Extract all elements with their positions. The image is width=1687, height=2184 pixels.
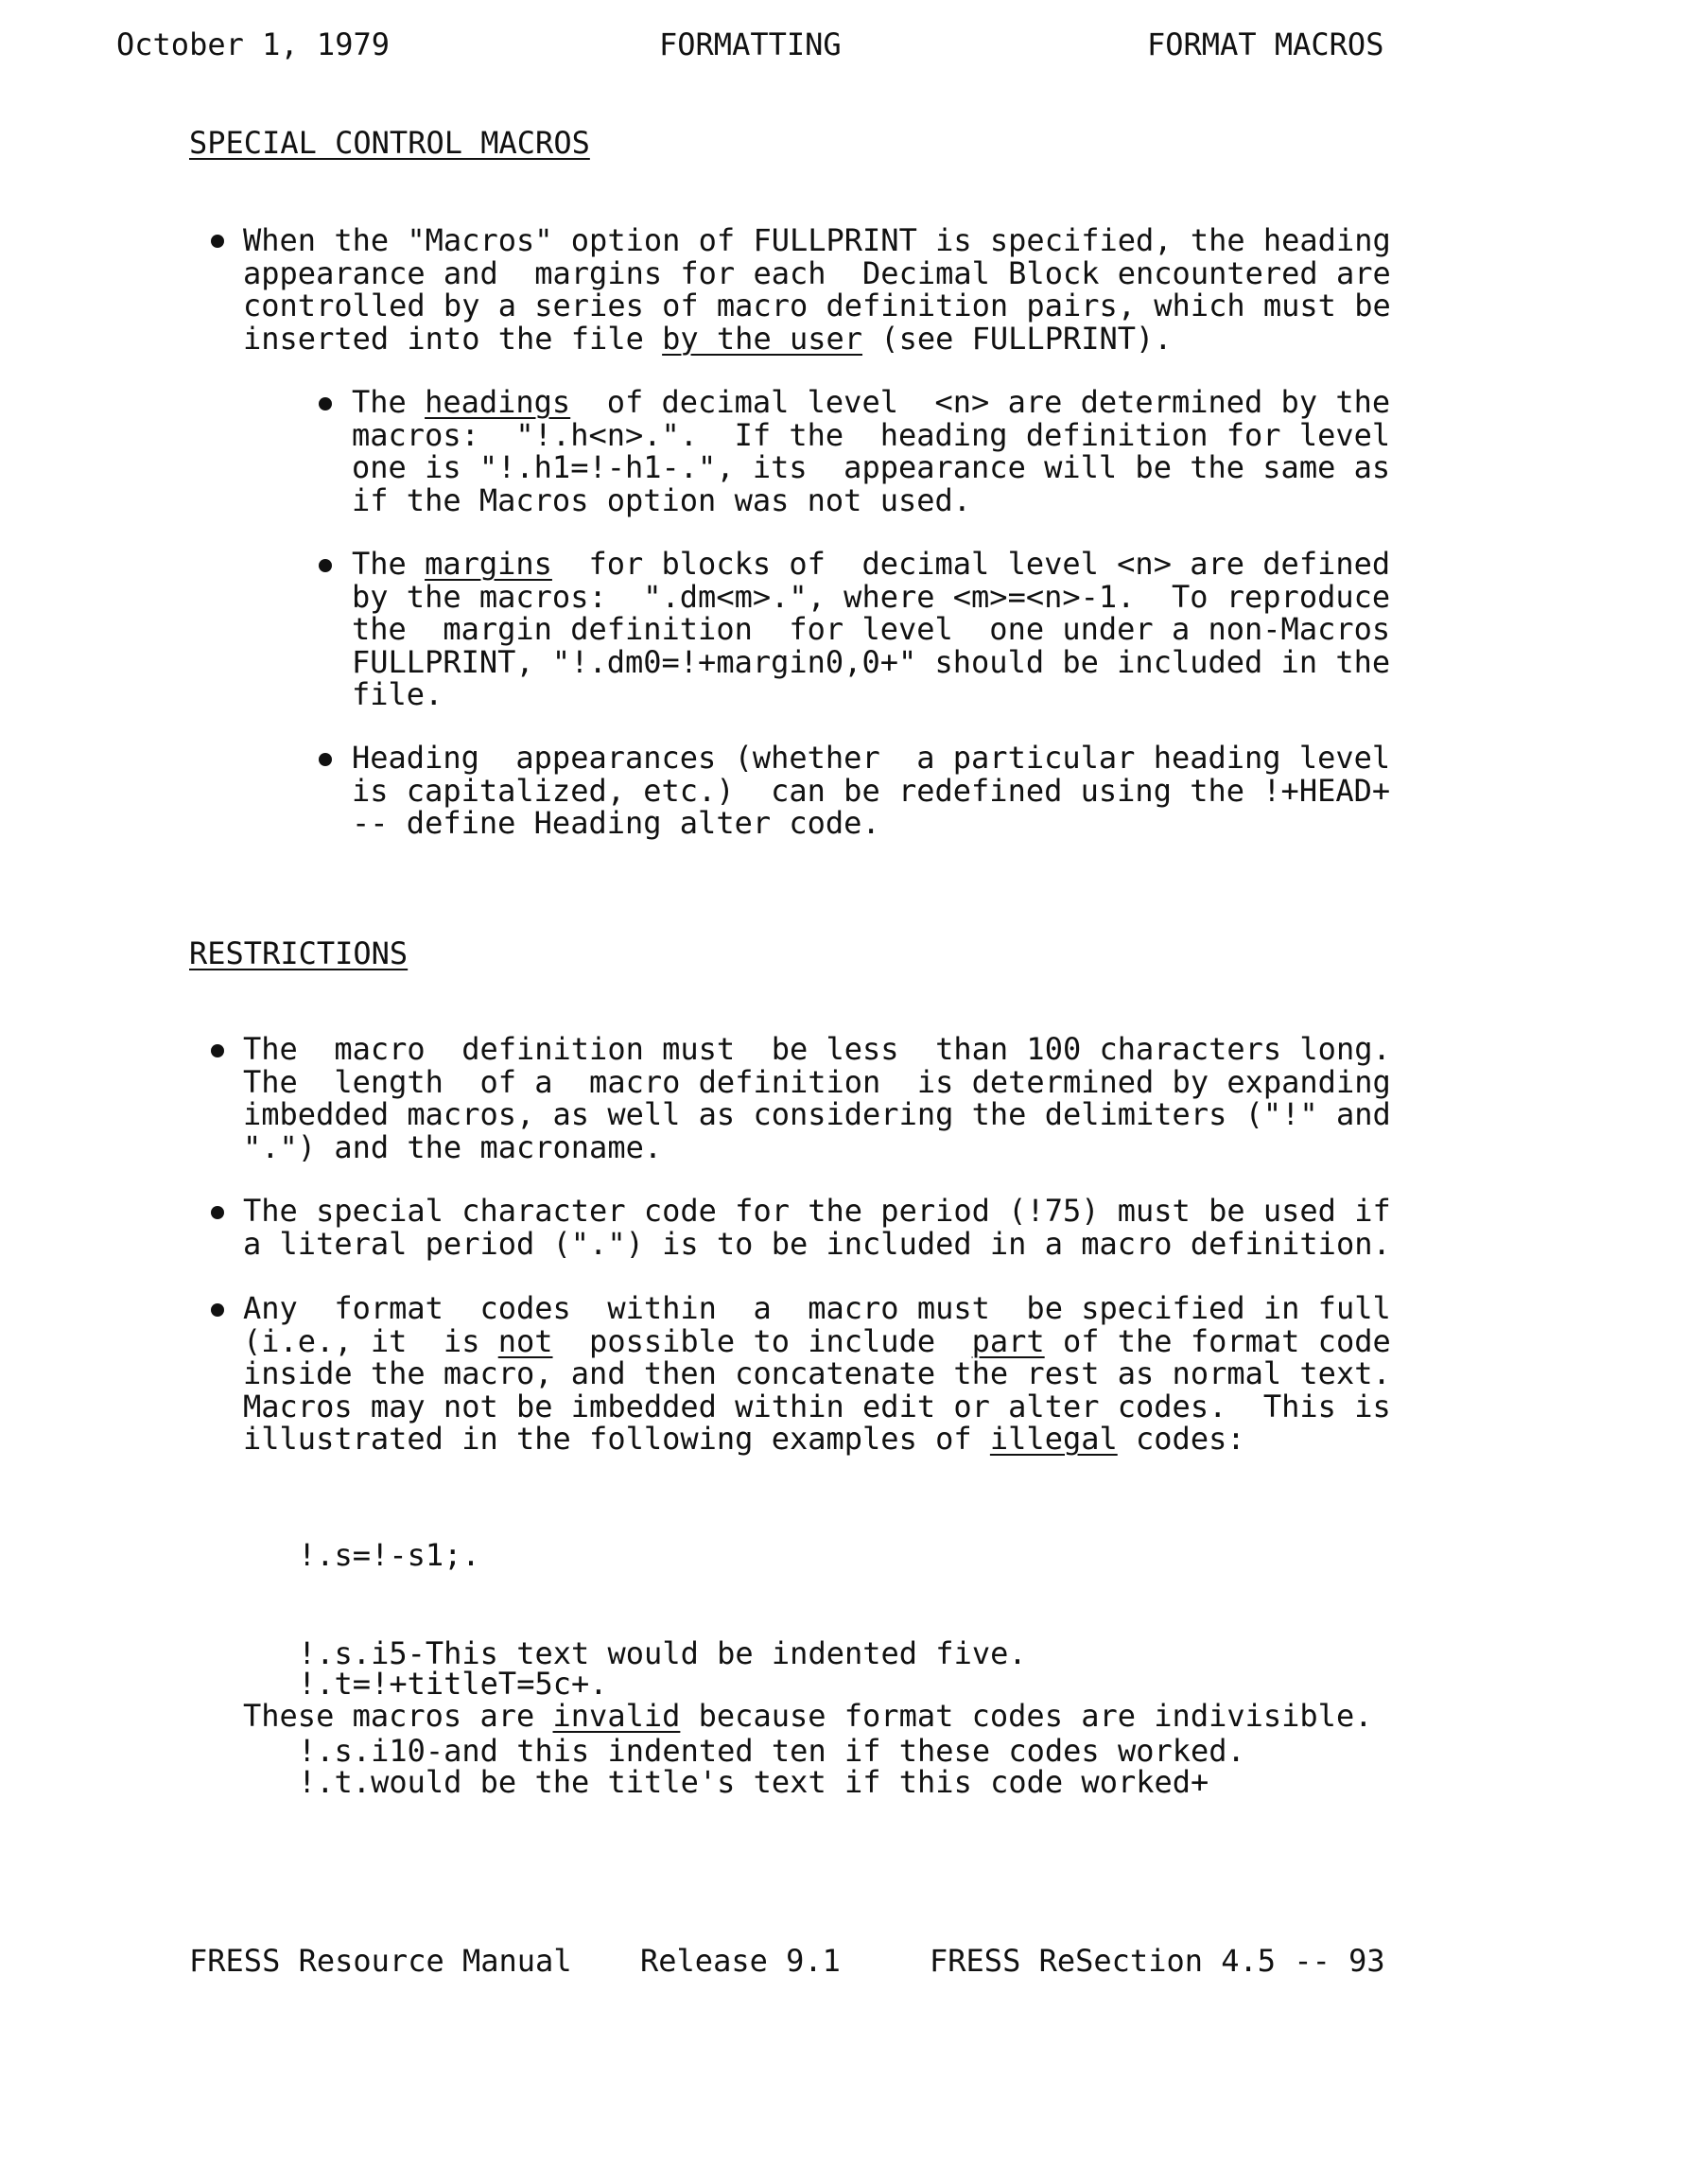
text-line: ".") and the macroname. — [243, 1128, 663, 1165]
code-line: !.t=!+titleT=5c+. — [298, 1666, 608, 1702]
text-span: possible to include — [552, 1322, 972, 1359]
header-date: October 1, 1979 — [116, 26, 390, 62]
underlined-text: part — [971, 1322, 1045, 1359]
text-line: one is "!.h1=!-h1-.", its appearance will be the same as — [352, 449, 1391, 485]
text-line: The length of a macro definition is determined by expanding — [243, 1063, 1391, 1100]
underlined-text: headings — [425, 384, 571, 420]
section-title-restrictions: RESTRICTIONS — [189, 935, 409, 971]
text-line: the margin definition for level one under a non-Macros — [352, 611, 1391, 647]
text-line: Any format codes within a macro must be specified in full — [243, 1290, 1391, 1326]
footer-manual-title: FRESS Resource Manual — [189, 1943, 572, 1979]
text-line — [352, 546, 1391, 582]
underlined-text: not — [497, 1322, 553, 1359]
bullet-dot — [211, 1044, 224, 1057]
text-line: imbedded macros, as well as considering the delimiters ("!" and — [243, 1096, 1391, 1132]
underlined-text: by the user — [662, 320, 863, 357]
intro-paragraph — [243, 222, 1391, 357]
format-codes-restriction-paragraph — [243, 1290, 1391, 1457]
bullet-dot — [319, 559, 332, 572]
text-line: if the Macros option was not used. — [352, 481, 972, 518]
text-line: a literal period (".") is to be included in a macro definition. — [243, 1225, 1391, 1262]
text-line: is capitalized, etc.) can be redefined using the !+HEAD+ — [352, 772, 1391, 809]
code-line: !.s.i5-This text would be indented five. — [298, 1634, 1027, 1671]
text-line: by the macros: ".dm<m>.", where <m>=<n>-1. To reproduce — [352, 578, 1391, 615]
header-section: FORMAT MACROS — [1147, 26, 1384, 62]
footer-release: Release 9.1 — [640, 1943, 841, 1979]
headings-paragraph — [352, 384, 1391, 518]
section-title-special-control-macros: SPECIAL CONTROL MACROS — [189, 125, 590, 161]
text-span: The — [352, 546, 426, 582]
text-line: When the "Macros" option of FULLPRINT is specified, the heading — [243, 222, 1391, 258]
margins-paragraph — [352, 546, 1391, 712]
text-span: illustrated in the following examples of — [243, 1421, 990, 1457]
text-line: FULLPRINT, "!.dm0=!+margin0,0+" should be included in the — [352, 643, 1391, 680]
text-line: Macros may not be imbedded within edit or alter codes. This is — [243, 1388, 1391, 1424]
closing-sentence — [243, 1700, 1372, 1732]
period-restriction-paragraph — [243, 1193, 1391, 1262]
text-line — [352, 384, 1391, 420]
text-span: codes: — [1117, 1421, 1245, 1457]
text-line — [243, 1322, 1391, 1359]
code-line: !.s=!-s1;. — [298, 1537, 480, 1573]
bullet-dot — [211, 1303, 224, 1317]
text-span: of decimal level <n> are determined by the — [570, 384, 1391, 420]
code-line: !.t.would be the title's text if this code worked+ — [298, 1763, 1209, 1800]
length-restriction-paragraph — [243, 1031, 1391, 1165]
header-chapter: FORMATTING — [659, 26, 842, 62]
text-span: These macros are — [243, 1698, 553, 1734]
text-span: inserted into the file — [243, 320, 663, 357]
text-line: The macro definition must be less than 100 characters long. — [243, 1031, 1391, 1067]
text-line: -- define Heading alter code. — [352, 805, 880, 841]
text-line: appearance and margins for each Decimal Block encountered are — [243, 254, 1391, 291]
appearance-paragraph — [352, 740, 1391, 841]
bullet-dot — [211, 1206, 224, 1219]
text-span: (i.e., it is — [243, 1322, 498, 1359]
text-span: (see FULLPRINT). — [862, 320, 1173, 357]
text-span: for blocks of decimal level <n> are defined — [551, 546, 1391, 582]
code-line: !.s.i10-and this indented ten if these codes worked. — [298, 1733, 1245, 1769]
text-line: Heading appearances (whether a particular heading level — [352, 740, 1391, 776]
text-line: macros: "!.h<n>.". If the heading definition for level — [352, 416, 1391, 453]
bullet-dot — [211, 235, 224, 248]
bullet-dot — [319, 753, 332, 766]
underlined-text: invalid — [552, 1698, 681, 1734]
underlined-text: margins — [425, 546, 552, 582]
text-line: The special character code for the period (!75) must be used if — [243, 1193, 1391, 1229]
text-line: inside the macro, and then concatenate the rest as normal text. — [243, 1355, 1391, 1391]
footer-section-page: FRESS ReSection 4.5 -- 93 — [930, 1943, 1385, 1979]
bullet-dot — [319, 397, 332, 411]
text-span: The — [352, 384, 426, 420]
underlined-text: illegal — [989, 1421, 1118, 1457]
text-line — [243, 1423, 1381, 1456]
text-line: controlled by a series of macro definition pairs, which must be — [243, 288, 1391, 323]
text-line: file. — [352, 676, 443, 712]
text-line — [243, 320, 1381, 357]
text-span: of the format code — [1044, 1322, 1391, 1359]
text-span: because format codes are indivisible. — [680, 1698, 1373, 1734]
